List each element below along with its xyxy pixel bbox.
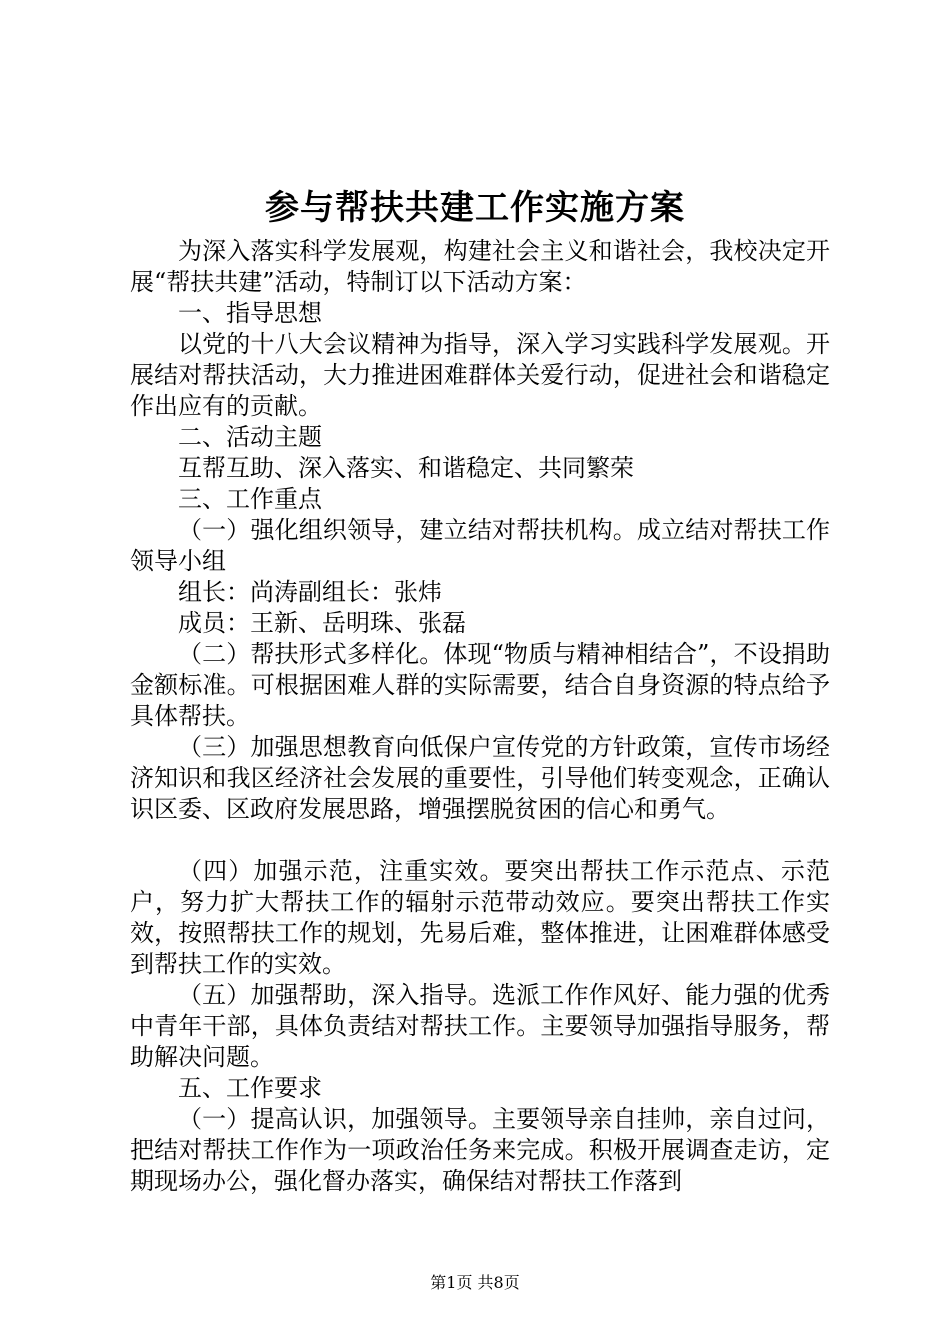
document-body bbox=[130, 236, 830, 1197]
work-focus-item-4: （四）加强示范，注重实效。要突出帮扶工作示范点、示范户，努力扩大帮扶工作的辐射示范带动效应。要突出帮扶工作实效，按照帮扶工作的规划，先易后难，整体推进，让困难群体感受到帮扶工作的实效。 bbox=[130, 857, 830, 978]
section-heading-guiding-ideology: 一、指导思想 bbox=[178, 299, 322, 327]
section-heading-work-focus: 三、工作重点 bbox=[178, 485, 322, 513]
document-title: 参与帮扶共建工作实施方案 bbox=[265, 188, 685, 228]
guiding-ideology-paragraph: 以党的十八大会议精神为指导，深入学习实践科学发展观。开展结对帮扶活动，大力推进困难群体关爱行动，促进社会和谐稳定作出应有的贡献。 bbox=[130, 330, 830, 420]
page-footer: 第1页 共8页 bbox=[430, 1273, 520, 1292]
activity-theme-paragraph: 互帮互助、深入落实、和谐稳定、共同繁荣 bbox=[178, 454, 634, 482]
work-focus-item-1: （一）强化组织领导，建立结对帮扶机构。成立结对帮扶工作领导小组 bbox=[130, 516, 830, 575]
work-focus-item-3: （三）加强思想教育向低保户宣传党的方针政策，宣传市场经济知识和我区经济社会发展的重要性，引导他们转变观念，正确认识区委、区政府发展思路，增强摆脱贫困的信心和勇气。 bbox=[130, 733, 830, 823]
section-heading-work-requirements: 五、工作要求 bbox=[178, 1074, 322, 1102]
work-focus-item-2: （二）帮扶形式多样化。体现“物质与精神相结合”，不设捐助金额标准。可根据困难人群的实际需要，结合自身资源的特点给予具体帮扶。 bbox=[130, 640, 830, 730]
group-members-line: 成员：王新、岳明珠、张磊 bbox=[178, 609, 466, 637]
work-focus-item-5: （五）加强帮助，深入指导。选派工作作风好、能力强的优秀中青年干部，具体负责结对帮扶工作。主要领导加强指导服务，帮助解决问题。 bbox=[130, 981, 830, 1071]
group-leader-line: 组长：尚涛副组长：张炜 bbox=[178, 578, 442, 606]
section-heading-activity-theme: 二、活动主题 bbox=[178, 423, 322, 451]
intro-paragraph: 为深入落实科学发展观，构建社会主义和谐社会，我校决定开展“帮扶共建”活动，特制订以下活动方案： bbox=[130, 237, 830, 296]
work-requirements-item-1: （一）提高认识，加强领导。主要领导亲自挂帅，亲自过问，把结对帮扶工作作为一项政治任务来完成。积极开展调查走访，定期现场办公，强化督办落实，确保结对帮扶工作落到 bbox=[130, 1105, 830, 1195]
